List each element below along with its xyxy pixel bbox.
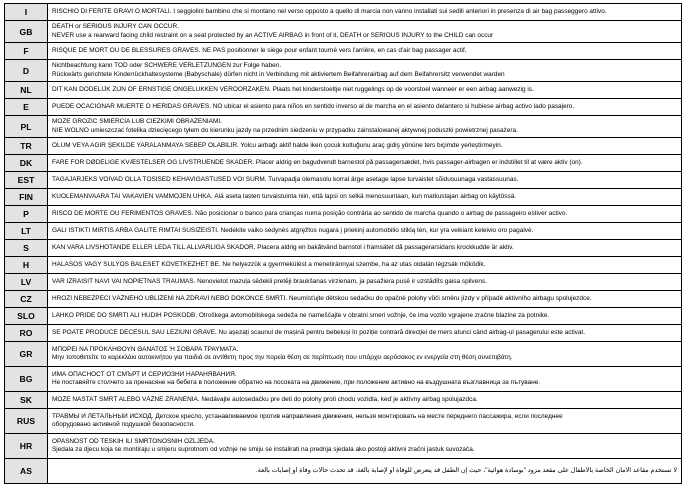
warning-row-cz: [5, 291, 682, 308]
language-code: BG: [5, 367, 48, 392]
language-code: AS: [5, 459, 48, 484]
language-code: GB: [5, 21, 48, 43]
warning-text: KAN VARA LIVSHOTANDE ELLER LEDA TILL ALLVARLIGA SKADOR. Placera aldrig en bakåtvänd barnstol i framsätet då passagerarsidans krockkudde är aktiv.: [48, 240, 682, 257]
warning-text: RISQUE DE MORT OU DE BLESSURES GRAVES. NE PAS positionner le siège pour enfant tourné vers l'arrière, en cas d'air bag passager actif.: [48, 43, 682, 60]
warning-text: RISCHIO DI FERITE GRAVI O MORTALI. I seggiolini bambino che si montano nel verso opposto a quello di marcia non vanno installati sui sedili anteriori in presenza di air bag passeggero attivo.: [48, 4, 682, 21]
language-code: GR: [5, 342, 48, 367]
warning-row-gr: [5, 342, 682, 367]
language-code: EST: [5, 172, 48, 189]
language-code: DK: [5, 155, 48, 172]
language-code: RUS: [5, 409, 48, 434]
language-code: SLO: [5, 308, 48, 325]
warning-row-lt: [5, 223, 682, 240]
language-code: LV: [5, 274, 48, 291]
warning-row-dk: [5, 155, 682, 172]
language-code: D: [5, 60, 48, 82]
warning-text: لا تستخدم مقاعد الأمان الخاصة بالأطفال على مقعد مزود "بوسادة هوائية"، حيث إن الطفل قد يتعرض للوفاة أو لإصابة بالغة. قد تحدث حالات وفاة أو إصابات بالغة.: [48, 459, 682, 484]
warning-row-rus: [5, 409, 682, 434]
warning-text: GALI IŠTIKTI MIRTIS ARBA GALITE RIMTAI SUSIŽEISTI. Nedėkite vaiko sėdynės atgręžtos nugara į priekinį automobilio stiklą tėn, kur yra veikiant keleivio oro pagalvė.: [48, 223, 682, 240]
warning-text: Nichtbeachtung kann TOD oder SCHWERE VERLETZUNGEN zur Folge haben. Rückwärts gerichtete Kinderrückhaltesysteme (Babyschale) dürfen nicht in Verbindung mit aktiviertem Beifahrerairbag auf dem Beifahrersitz verwendet warden: [48, 60, 682, 82]
warning-table: [4, 3, 682, 484]
warning-row-ro: [5, 325, 682, 342]
warning-row-h: [5, 257, 682, 274]
warning-row-nl: [5, 82, 682, 99]
warning-row-est: [5, 172, 682, 189]
warning-text: HROZÍ NEBEZPEČÍ VÁŽNÉHO UBLÍŽENÍ NA ZDRAVÍ NEBO DOKONCE SMRTI. Neumísťujte dětskou sedačku do opačné polohy vůči směru jízdy v případě aktivního airbagu spolujezdce.: [48, 291, 682, 308]
language-code: PL: [5, 116, 48, 138]
language-code: P: [5, 206, 48, 223]
warning-row-bg: [5, 367, 682, 392]
warning-text: DEATH or SERIOUS INJURY CAN OCCUR. NEVER use a rearward facing child restraint on a seat protected by an ACTIVE AIRBAG in front of it, DEATH or SERIOUS INJURY to the CHILD can occur: [48, 21, 682, 43]
warning-row-sk: [5, 392, 682, 409]
language-code: TR: [5, 138, 48, 155]
warning-row-slo: [5, 308, 682, 325]
warning-row-d: [5, 60, 682, 82]
warning-text: RISCO DE MORTE OU FERIMENTOS GRAVES. Não posicionar o banco para crianças numa posição contrária ao sentido de marcha quando o airbag de passageiro estiver activo.: [48, 206, 682, 223]
warning-row-e: [5, 99, 682, 116]
language-code: F: [5, 43, 48, 60]
language-code: HR: [5, 434, 48, 459]
warning-text: LAHKO PRIDE DO SMRTI ALI HUDIH POŠKODB. Otroškega avtomobilskega sedeža ne nameščajte v obratni smeri vožnje, če ima vozilo vgrajene zračne blazine za potnike.: [48, 308, 682, 325]
language-code: RO: [5, 325, 48, 342]
warning-row-as: [5, 459, 682, 484]
warning-text: SE POATE PRODUCE DECESUL SAU LEZIUNI GRAVE. Nu așezați scaunul de mașină pentru bebeluși în poziție contrară direcției de mers atunci când airbag-ul pasagerului este activat.: [48, 325, 682, 342]
warning-text: ΜΠΟΡΕΙ ΝΑ ΠΡΟΚΛΗΘΟΥΝ ΘΑΝΑΤΟΣ Ή ΣΟΒΑΡΑ ΤΡΑΥΜΑΤΑ. Μην τοποθετείτε το καρεκλάκι αυτοκινήτου για παιδιά σε αντίθετη προς την πορεία θέση σε περίπτωση που υπάρχει αερόσακος εν ενεργεία στη θέση συνεπιβάτη.: [48, 342, 682, 367]
warning-text: MÔŽE NASTAŤ SMRŤ ALEBO VÁŽNE ZRANENIA. Nedávajte autosedačku pre deti do polohy proti chodu vozidla, keď je aktívny airbag spolujazdca.: [48, 392, 682, 409]
warning-row-lv: [5, 274, 682, 291]
warning-text: DIT KAN DODELIJK ZIJN OF ERNSTIGE ONGELUKKEN VEROORZAKEN. Plaats het kinderstoeltje niet ruggelings op de voorstoel wanneer er een airbag aanwezig is.: [48, 82, 682, 99]
warning-row-tr: [5, 138, 682, 155]
language-code: I: [5, 4, 48, 21]
warning-text: TAGAJÄRJEKS VÕIVAD OLLA TÕSISED KEHAVIGASTUSED VÕI SURM. Turvapadja olemasolu korral ärge asetage lapse turvaistet sõidusuunaga vastassuunas.: [48, 172, 682, 189]
warning-row-f: [5, 43, 682, 60]
language-code: NL: [5, 82, 48, 99]
warning-text: KUOLEMANVAARA TAI VAKAVIEN VAMMOJEN UHKA. Älä aseta lasten turvaistuinta niin, että lapsi on selkä menosuuntaan, kun matkustajan airbag on käytössä.: [48, 189, 682, 206]
language-code: CZ: [5, 291, 48, 308]
language-code: FIN: [5, 189, 48, 206]
warning-text: OPASNOST OD TEŠKIH ILI SMRTONOSNIH OZLJEDA. Sjedala za djecu koja se montiraju u smjeru suprotnom od vožnje ne smiju se instalirati na prednja sjedala ako postoji aktivni zračni jastuk suvozača.: [48, 434, 682, 459]
warning-text: ÖLÜM VEYA AĞIR ŞEKİLDE YARALANMAYA SEBEP OLABİLİR. Yolcu airbağı aktif halde iken çocuk koltuğunu araç gidiş yönüne ters biçimde yerleştirmeyin.: [48, 138, 682, 155]
warning-row-gb: [5, 21, 682, 43]
language-code: S: [5, 240, 48, 257]
warning-text: MOŻE GROZIĆ ŚMIERCIA LUB CIEŻKIMI OBRAŻENIAMI. NIE WOLNO umieszczać fotelika dziecięcego tyłem do kierunku jazdy na przednim siedzeniu w przypadku zainstalowanej aktywnej poduszki powietrznej pasażera.: [48, 116, 682, 138]
warning-text: PUEDE OCACIONAR MUERTE O HERIDAS GRAVES. NO ubicar el asiento para niños en sentido inverso al de marcha en el asiento delantero si hubiese airbag activo lado pasajero.: [48, 99, 682, 116]
language-code: SK: [5, 392, 48, 409]
warning-row-hr: [5, 434, 682, 459]
warning-row-pl: [5, 116, 682, 138]
warning-text: ТРАВМЫ И ЛЕТАЛЬНЫЙ ИСХОД. Детское кресло, устанавливаемое против направления движения, нельзя монтировать на месте переднего пассажира, если последнее оборудовано активной подушкой безопасности.: [48, 409, 682, 434]
airbag-warning-sheet: [4, 3, 682, 481]
warning-text: HALÁSOS VAGY SÚLYOS BALESET KÖVETKEZHET BE. Ne helyezzük a gyermekülést a menetiránnyal szembe, ha az utas oldalán légzsák működik.: [48, 257, 682, 274]
language-code: E: [5, 99, 48, 116]
warning-row-s: [5, 240, 682, 257]
language-code: LT: [5, 223, 48, 240]
warning-row-fin: [5, 189, 682, 206]
warning-text: VAR IZRAISĪT NĀVI VAI NOPIETNAS TRAUMAS. Nenovietot mazuļa sēdekli pretēji braukšanas virzienam, ja pasažiera pusē ir uzstādīts gaisa spilvens.: [48, 274, 682, 291]
warning-text: ИМА ОПАСНОСТ ОТ СМЪРТ И СЕРИОЗНИ НАРАНЯВАНИЯ. Не поставяйте столчето за пренасяне на бебета в положение обратно на посоката на движение, при положение активно на въздушната възглавница за пътуване.: [48, 367, 682, 392]
language-code: H: [5, 257, 48, 274]
warning-text: FARE FOR DØDELIGE KVÆSTELSER OG LIVSTRUENDE SKADER. Placer aldrig en bagudvendt barnestol på passagersædet, hvis passager-airbagen er indstillet til at være aktiv (on).: [48, 155, 682, 172]
warning-row-i: [5, 4, 682, 21]
warning-row-p: [5, 206, 682, 223]
